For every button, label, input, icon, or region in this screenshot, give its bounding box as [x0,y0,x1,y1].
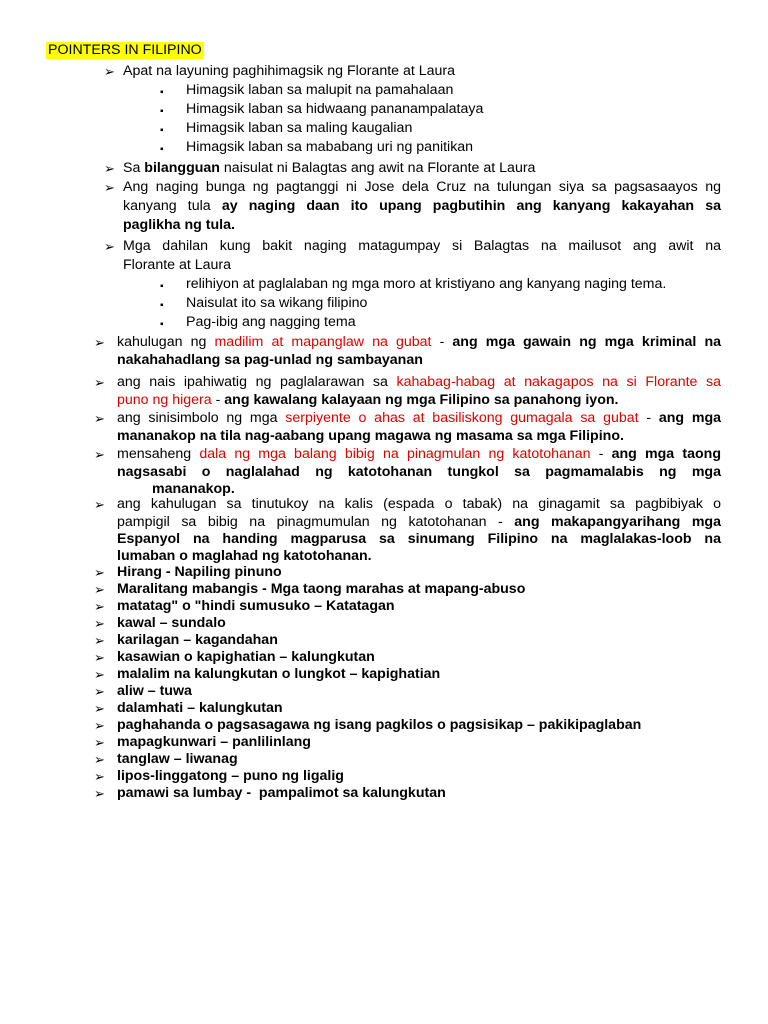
arrow-bullet-icon: ➢ [94,616,105,631]
square-bullet-icon: ▪ [160,300,164,311]
arrow-bullet-icon: ➢ [94,650,105,665]
point-6-line-2 [117,392,618,410]
point-2-bold: bilangguan [144,160,220,176]
vocab-text: lipos-linggatong – puno ng ligalig [117,768,344,784]
square-bullet-icon: ▪ [160,319,164,330]
point-5-bold: ang mga gawain ng mga kriminal na [452,334,721,350]
square-bullet-icon: ▪ [160,106,164,117]
arrow-bullet-icon: ➢ [94,447,105,462]
point-7-line-2: mananakop na tila nag-aabang upang magawa ng masama sa mga Filipino. [117,428,624,444]
point-9-line-3: Espanyol na handing magparusa sa sinumang Filipino na maglalakas-loob na [117,531,721,547]
point-7-dash: - [638,410,659,426]
point-2-text [123,160,535,178]
point-7-line-1 [117,410,721,428]
vocab-text: paghahanda o pagsasagawa ng isang pagkilos o pagsisikap – pakikipaglaban [117,717,642,733]
vocab-text: kawal – sundalo [117,615,226,631]
point-9-bold: ang makapangyarihang mga [514,514,721,530]
arrow-bullet-icon: ➢ [94,752,105,767]
point-7-red: serpiyente o ahas at basiliskong gumagala sa gubat [285,410,639,426]
point-6-red-1: kahabag-habag at nakagapos na si Florante sa [396,374,721,390]
vocab-text: mapagkunwari – panlilinlang [117,734,311,750]
point-1-sub-1: Himagsik laban sa malupit na pamahalaan [186,82,454,98]
arrow-bullet-icon: ➢ [94,335,105,350]
arrow-bullet-icon: ➢ [104,180,115,195]
point-5-red: madilim at mapanglaw na gubat [214,334,432,350]
point-1-sub-4: Himagsik laban sa mababang uri ng panitikan [186,139,474,155]
square-bullet-icon: ▪ [160,281,164,292]
arrow-bullet-icon: ➢ [94,701,105,716]
arrow-bullet-icon: ➢ [94,735,105,750]
point-8-bold: ang mga taong [611,446,721,462]
point-6-dash: - [211,392,225,408]
arrow-bullet-icon: ➢ [94,375,105,390]
point-3-line-1: Ang naging bunga ng pagtanggi ni Jose dela Cruz na tulungan siya sa pagsasaayos ng [123,179,721,195]
point-9-line-1: ang kahulugan sa tinutukoy na kalis (espada o tabak) na ginagamit sa pagbibiyak o [117,496,721,512]
point-4-line-2: Florante at Laura [123,257,232,273]
arrow-bullet-icon: ➢ [94,411,105,426]
point-5-line-1 [117,334,721,352]
point-9-text: pampigil sa bibig na pinagmumulan ng katotohanan - [117,514,515,530]
vocab-text: kasawian o kapighatian – kalungkutan [117,649,375,665]
vocab-text: matatag" o "hindi sumusuko – Katatagan [117,598,395,614]
point-8-line-1 [117,446,721,464]
point-7-text: ang sinisimbolo ng mga [117,410,286,426]
point-3-line-2 [123,198,721,216]
vocab-text: pamawi sa lumbay - pampalimot sa kalungkutan [117,785,446,801]
point-3-bold: ay naging daan ito upang pagbutihin ang kanyang kakayahan sa [221,198,721,214]
point-8-red: dala ng mga balang bibig na pinagmulan ng katotohanan [199,446,591,462]
point-8-text: mensaheng [117,446,200,462]
point-4-line-1: Mga dahilan kung bakit naging matagumpay si Balagtas na mailusot ang awit na [123,238,721,254]
arrow-bullet-icon: ➢ [94,667,105,682]
point-5-line-2: nakahahadlang sa pag-unlad ng sambayanan [117,352,423,368]
arrow-bullet-icon: ➢ [94,582,105,597]
point-6-bold: ang kawalang kalayaan ng mga Filipino sa panahong iyon. [224,392,619,408]
vocab-text: malalim na kalungkutan o lungkot – kapighatian [117,666,441,682]
arrow-bullet-icon: ➢ [94,684,105,699]
arrow-bullet-icon: ➢ [104,239,115,254]
arrow-bullet-icon: ➢ [94,497,105,512]
vocab-text: Maralitang mabangis - Mga taong marahas at mapang-abuso [117,581,526,597]
point-1-text: Apat na layuning paghihimagsik ng Florante at Laura [123,63,456,79]
point-2-text-a: Sa [123,160,145,176]
square-bullet-icon: ▪ [160,87,164,98]
point-9-line-2 [117,514,721,532]
arrow-bullet-icon: ➢ [94,786,105,801]
point-7-bold: ang mga [658,410,722,426]
point-8-dash: - [590,446,612,462]
arrow-bullet-icon: ➢ [104,64,115,79]
point-5-dash: - [431,334,453,350]
point-9-line-4: lumaban o maglahad ng katotohanan. [117,548,372,564]
arrow-bullet-icon: ➢ [104,161,115,176]
point-4-sub-3: Pag-ibig ang nagging tema [186,314,356,330]
point-6-red-2: puno ng higera [117,392,212,408]
point-3-text: kanyang tula [123,198,222,214]
vocab-text: aliw – tuwa [117,683,192,699]
arrow-bullet-icon: ➢ [94,769,105,784]
point-4-sub-1: relihiyon at paglalaban ng mga moro at kristiyano ang kanyang naging tema. [186,276,667,292]
point-8-line-2: nagsasabi o naglalahad ng katotohanan tungkol sa pagmamalabis ng mga [117,464,721,480]
point-6-line-1 [117,374,721,392]
vocab-text: tanglaw – liwanag [117,751,238,767]
square-bullet-icon: ▪ [160,144,164,155]
point-1-sub-2: Himagsik laban sa hidwaang pananampalataya [186,101,484,117]
point-2-text-c: naisulat ni Balagtas ang awit na Florante at Laura [219,160,536,176]
square-bullet-icon: ▪ [160,125,164,136]
arrow-bullet-icon: ➢ [94,718,105,733]
vocab-text: karilagan – kagandahan [117,632,278,648]
point-4-sub-2: Naisulat ito sa wikang filipino [186,295,368,311]
vocab-text: dalamhati – kalungkutan [117,700,283,716]
point-5-text: kahulugan ng [117,334,215,350]
point-1-sub-3: Himagsik laban sa maling kaugalian [186,120,413,136]
arrow-bullet-icon: ➢ [94,565,105,580]
arrow-bullet-icon: ➢ [94,599,105,614]
point-3-line-3: paglikha ng tula. [123,217,235,233]
vocab-text: Hirang - Napiling pinuno [117,564,282,580]
point-8-line-3: mananakop. [152,481,235,497]
point-6-text: ang nais ipahiwatig ng paglalarawan sa [117,374,397,390]
arrow-bullet-icon: ➢ [94,633,105,648]
page-title: POINTERS IN FILIPINO [48,42,202,58]
